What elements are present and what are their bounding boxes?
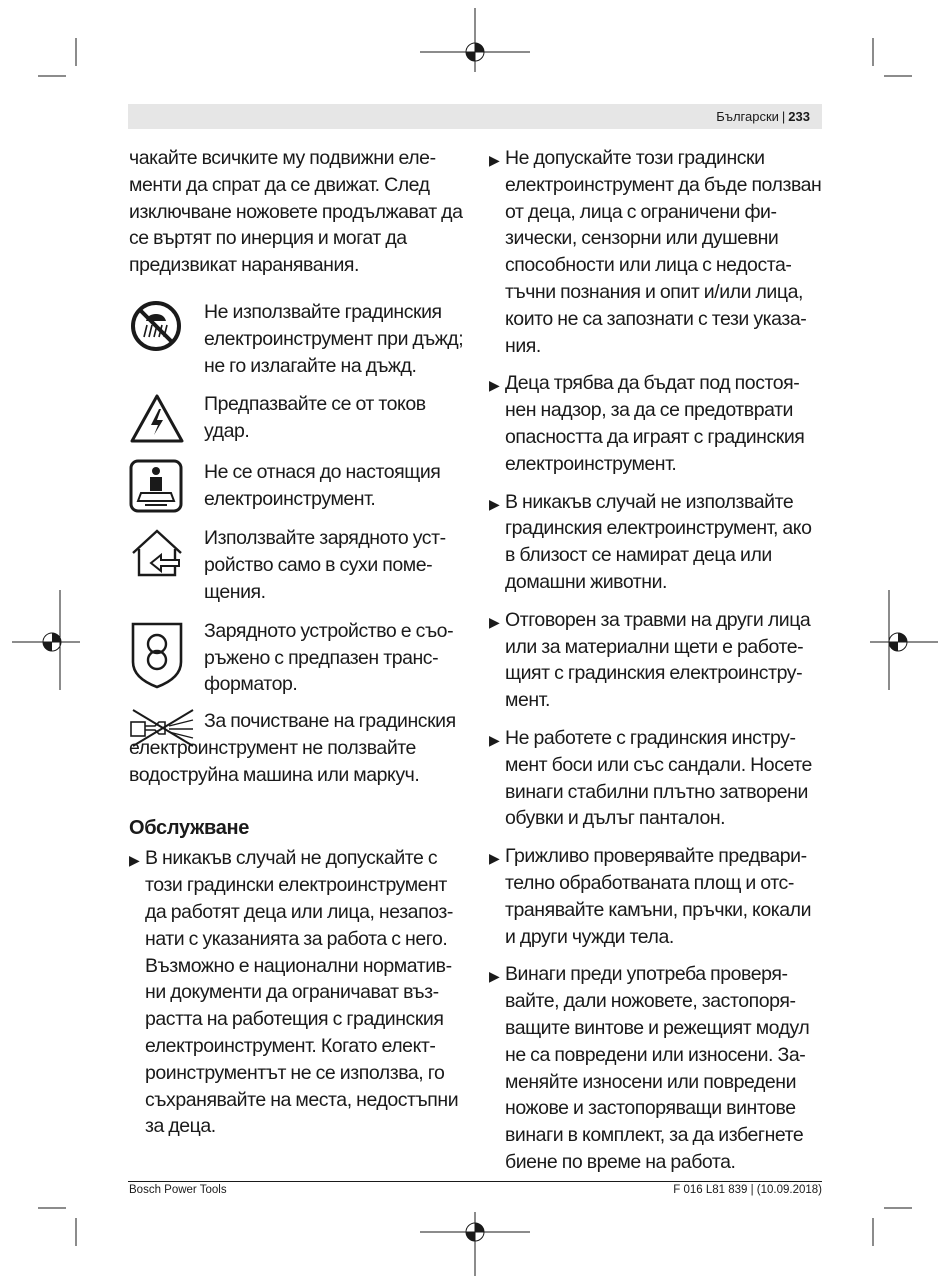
- bullet-triangle-icon: ▶: [489, 731, 500, 748]
- list-item: ▶ Отговорен за травми на други лица или за материални щети е работещият с градинския електроинструмент.: [489, 608, 811, 712]
- right-bullet-list: [489, 145, 823, 1176]
- left-bullet-list: [129, 845, 466, 1140]
- footer-rule: [128, 1181, 822, 1182]
- bullet-triangle-icon: ▶: [489, 850, 500, 867]
- list-item: ▶ Винаги преди употреба проверявайте, дали ножовете, застопоряващите винтове и режещият модул не са повредени или износени. Заменяйте износени или повредени ножове и застопоряващи винтове винаги в комплект, за да избегнете биене по време на работа.: [489, 963, 810, 1173]
- list-item: ▶ Не допускайте този градински електроинструмент да бъде ползван от деца, лица с ограничени физически, сензорни или душевни способности или лица с недостатъчни познания и опит и/или лица, които не са запознати с тези указания.: [489, 147, 822, 357]
- symbol-rain: [129, 299, 466, 379]
- list-item: ▶ Не работете с градинския инструмент боси или със сандали. Носете винаги стабилни плътно затворени обувки и дълъг панталон.: [489, 726, 812, 830]
- electric-shock-warning-icon: [129, 393, 185, 445]
- symbol-indoor: [129, 525, 466, 605]
- symbol-text: Не се отнася до настоящия електроинструмент.: [204, 461, 441, 511]
- bullet-triangle-icon: ▶: [489, 377, 500, 394]
- symbol-text: Използвайте зарядното устройство само в сухи помещения.: [204, 527, 447, 603]
- list-item: ▶ Деца трябва да бъдат под постоянен надзор, за да се предотврати опасността да играят с градинския електроинструмент.: [489, 372, 805, 475]
- list-item: ▶ В никакъв случай не допускайте с този градински електроинструмент да работят деца или лица, незапознати с указанията за работа с него. Възможно е национални нормативни документи да ограничават възрастта на работещия с градинския електроинструмент. Когато електроинструментът не се използва, го съхранявайте на места, недостъпни за деца.: [129, 847, 459, 1138]
- bullet-triangle-icon: ▶: [489, 152, 500, 168]
- intro-paragraph: чакайте всичките му подвижни елементи да спрат да се движат. След изключване ножовете продължават да се въртят по инерция и могат да предизвикат наранявания.: [129, 147, 463, 277]
- symbol-text: Не използвайте градинския електроинструмент при дъжд; не го излагайте на дъжд.: [204, 300, 464, 377]
- safety-transformer-icon: [129, 620, 185, 690]
- symbol-shock: [129, 391, 466, 453]
- footer-brand: Bosch Power Tools: [129, 1184, 227, 1196]
- symbol-not-applicable: [129, 459, 466, 515]
- symbol-transformer: [129, 618, 466, 698]
- do-not-touch-tool-icon: [129, 459, 183, 513]
- list-item: ▶ В никакъв случай не използвайте градинския електроинструмент, ако в близост се намират деца или домашни животни.: [489, 490, 812, 593]
- page-number: 233: [788, 109, 810, 124]
- running-header: Български | 233: [716, 109, 810, 124]
- right-column: [489, 145, 823, 1187]
- indoor-use-icon: [129, 527, 187, 581]
- symbol-no-washer: [129, 708, 466, 788]
- bullet-triangle-icon: ▶: [489, 613, 500, 630]
- list-item: ▶ Грижливо проверявайте предварително обработваната площ и отстранявайте камъни, пръчки, кокали и други чужди тела.: [489, 845, 812, 948]
- bullet-triangle-icon: ▶: [129, 852, 140, 869]
- header-language: Български: [716, 109, 779, 124]
- left-column: [129, 145, 466, 1140]
- no-pressure-washer-icon: [129, 708, 197, 748]
- symbol-text: Предпазвайте се от токов удар.: [204, 393, 426, 443]
- symbol-text: За почистване на градинския електроинструмент не ползвайте водоструйна машина или маркуч.: [129, 710, 456, 786]
- symbol-text: Зарядното устройство е съоръжено с предпазен трансформатор.: [204, 619, 454, 696]
- footer-doc-ref: F 016 L81 839 | (10.09.2018): [673, 1184, 822, 1196]
- bullet-triangle-icon: ▶: [489, 495, 500, 512]
- no-rain-icon: [129, 299, 183, 353]
- bullet-triangle-icon: ▶: [489, 968, 500, 985]
- section-title: Обслужване: [129, 816, 250, 839]
